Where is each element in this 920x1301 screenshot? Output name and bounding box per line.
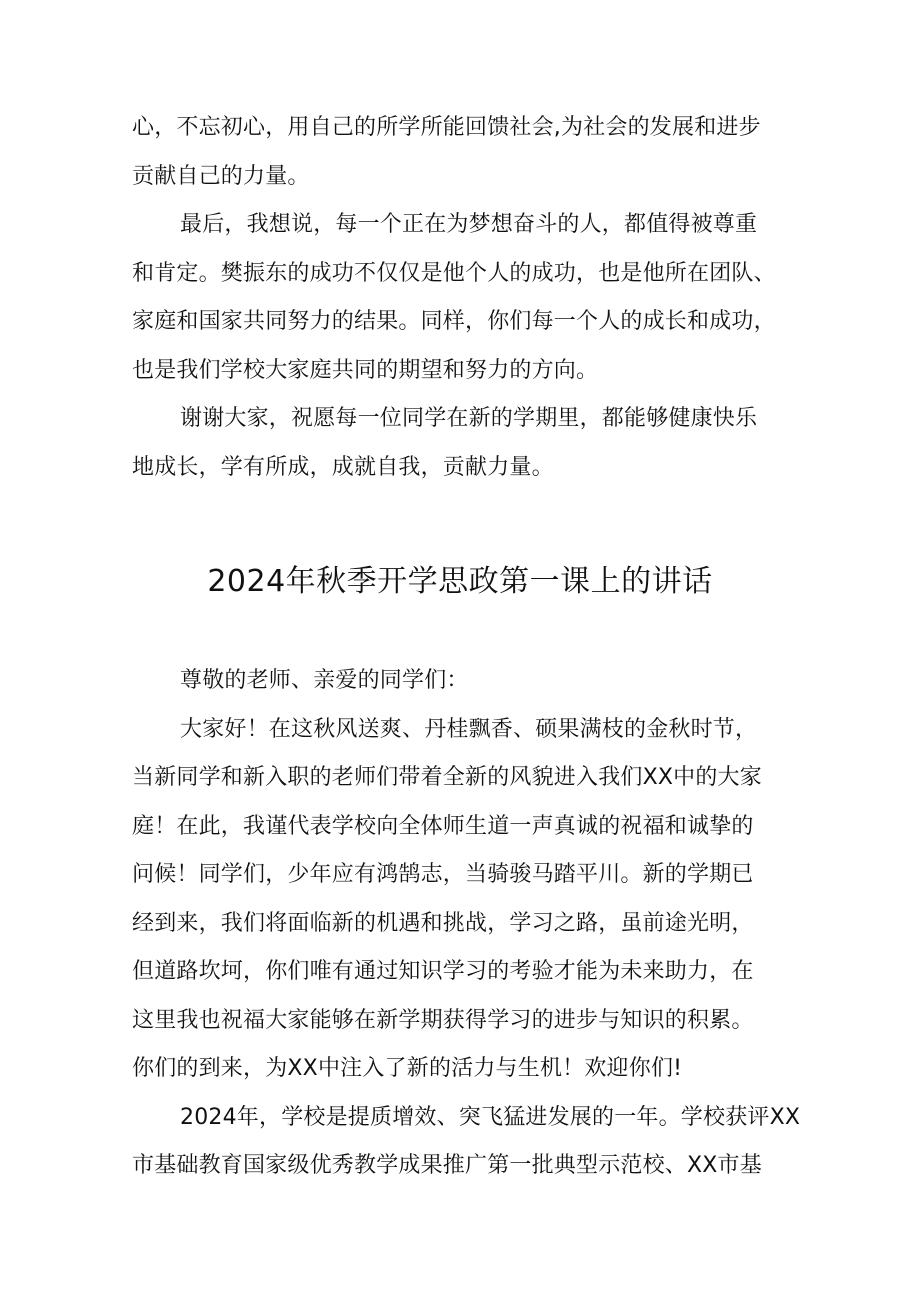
- salutation-line: 尊敬的老师、亲爱的同学们：: [180, 668, 469, 693]
- paragraph-line: 最后，我想说，每一个正在为梦想奋斗的人，都值得被尊重: [180, 212, 758, 237]
- paragraph-line: 庭！在此，我谨代表学校向全体师生道一声真诚的祝福和诚挚的: [132, 813, 754, 839]
- paragraph-line: 大家好！在这秋风送爽、丹桂飘香、硕果满枝的金秋时节，: [180, 716, 758, 742]
- paragraph-line: 贡献自己的力量。: [132, 163, 310, 189]
- paragraph-line: 但道路坎坷，你们唯有通过知识学习的考验才能为未来助力，在: [132, 959, 754, 984]
- paragraph-line: 市基础教育国家级优秀教学成果推广第一批典型示范校、XX市基: [132, 1153, 762, 1178]
- paragraph-line: 当新同学和新入职的老师们带着全新的风貌进入我们XX中的大家: [132, 765, 762, 790]
- paragraph-line: 2024年，学校是提质增效、突飞猛进发展的一年。学校获评XX: [180, 1104, 801, 1130]
- speech-title: 2024年秋季开学思政第一课上的讲话: [207, 564, 713, 599]
- previous-speech-ending: [132, 104, 800, 492]
- paragraph-line: 谢谢大家，祝愿每一位同学在新的学期里，都能够健康快乐: [180, 406, 758, 431]
- paragraph-line: 你们的到来，为XX中注入了新的活力与生机！欢迎你们!: [132, 1056, 683, 1081]
- paragraph-line: 家庭和国家共同努力的结果。同样，你们每一个人的成长和成功，: [132, 309, 776, 334]
- paragraph-line: 经到来，我们将面临新的机遇和挑战，学习之路，虽前途光明，: [132, 910, 754, 936]
- speech-body: [132, 657, 800, 1191]
- paragraph-line: 和肯定。樊振东的成功不仅仅是他个人的成功，也是他所在团队、: [132, 260, 776, 286]
- paragraph-line: 也是我们学校大家庭共同的期望和努力的方向。: [132, 357, 599, 383]
- paragraph-line: 心，不忘初心，用自己的所学所能回馈社会,为社会的发展和进步: [132, 115, 761, 140]
- paragraph-line: 这里我也祝福大家能够在新学期获得学习的进步与知识的积累。: [132, 1007, 754, 1033]
- paragraph-line: 地成长，学有所成，成就自我，贡献力量。: [132, 454, 554, 480]
- paragraph-line: 问候！同学们，少年应有鸿鹄志，当骑骏马踏平川。新的学期已: [132, 862, 754, 887]
